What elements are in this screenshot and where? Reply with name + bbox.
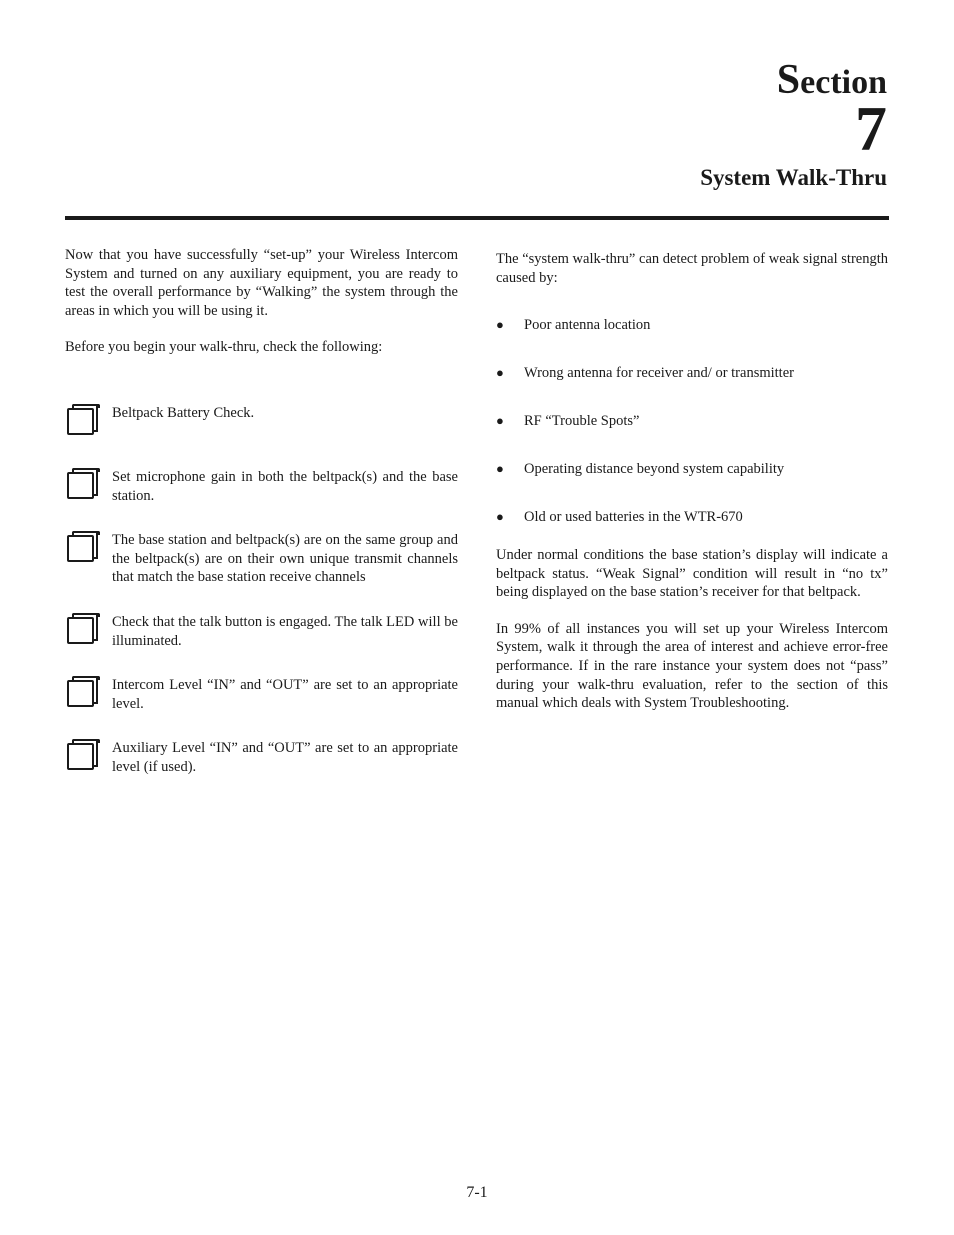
- checklist-text: Set microphone gain in both the beltpack(s) and the base station.: [112, 469, 458, 504]
- bullet-icon: ●: [496, 413, 504, 428]
- bullet-text: Poor antenna location: [524, 317, 651, 333]
- checkbox-icon: [67, 680, 94, 707]
- checklist-text: Intercom Level “IN” and “OUT” are set to an appropriate level.: [112, 677, 458, 712]
- checkbox-icon: [67, 743, 94, 770]
- page-number: 7-1: [466, 1184, 488, 1201]
- bullet-icon: ●: [496, 461, 504, 476]
- header-rule: [65, 216, 889, 220]
- bullet-icon: ●: [496, 317, 504, 332]
- right-intro-paragraph: The “system walk-thru” can detect problem of weak signal strength caused by:: [496, 251, 888, 286]
- left-column: [65, 246, 458, 357]
- bullet-text: Old or used batteries in the WTR-670: [524, 509, 743, 525]
- bullet-icon: ●: [496, 365, 504, 380]
- bullet-text: RF “Trouble Spots”: [524, 413, 640, 429]
- checklist-text: The base station and beltpack(s) are on the same group and the beltpack(s) are on their own unique transmit channels that match the base station receive channels: [112, 532, 458, 586]
- checkbox-icon: [67, 472, 94, 499]
- checklist-text: Check that the talk button is engaged. The talk LED will be illuminated.: [112, 614, 458, 649]
- right-column-intro: [496, 250, 888, 287]
- section-label: Section: [776, 57, 887, 103]
- checklist-text: Beltpack Battery Check.: [112, 405, 255, 421]
- section-number: 7: [855, 93, 887, 164]
- checkbox-icon: [67, 408, 94, 435]
- bullet-text: Wrong antenna for receiver and/ or transmitter: [524, 365, 794, 381]
- checklist-text: Auxiliary Level “IN” and “OUT” are set to an appropriate level (if used).: [112, 740, 458, 775]
- status-paragraph: Under normal conditions the base station’s display will indicate a beltpack status. “Weak Signal” condition will result in “no tx” being displayed on the base station’s receiver for that beltpack.: [496, 547, 888, 601]
- section-header: [700, 57, 887, 191]
- checkbox-icon: [67, 535, 94, 562]
- bullet-text: Operating distance beyond system capability: [524, 461, 785, 477]
- before-paragraph: Before you begin your walk-thru, check the following:: [65, 339, 383, 356]
- section-title: System Walk-Thru: [700, 165, 887, 190]
- bullet-icon: ●: [496, 509, 504, 524]
- right-column-body: [496, 546, 888, 713]
- result-paragraph: In 99% of all instances you will set up your Wireless Intercom System, walk it through the area of interest and achieve error-free performance. If in the rare instance your system does not “pass” during your walk-thru evaluation, refer to the section of this manual which deals with System Troubleshooting.: [496, 620, 888, 712]
- intro-paragraph: Now that you have successfully “set-up” your Wireless Intercom System and turned on any auxiliary equipment, you are ready to test the overall performance by “Walking” the system through the areas in which you will be using it.: [65, 247, 458, 319]
- checkbox-icon: [67, 617, 94, 644]
